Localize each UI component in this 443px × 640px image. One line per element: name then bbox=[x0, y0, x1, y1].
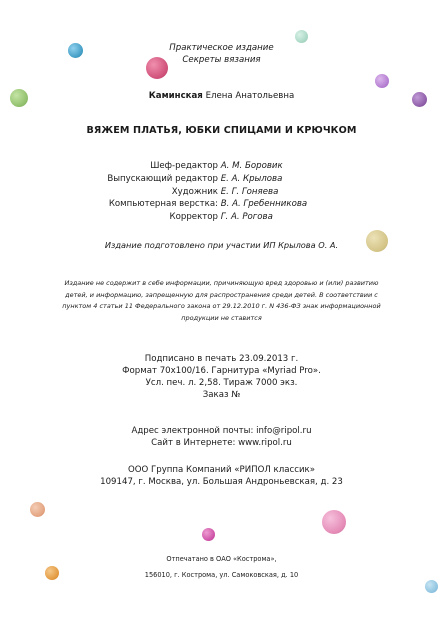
imprint-order: Заказ № bbox=[202, 390, 241, 400]
legal-notice-line: продукции не ставится bbox=[181, 313, 262, 322]
publisher-address: 109147, г. Москва, ул. Большая Андроньевская, д. 23 bbox=[100, 477, 343, 488]
editorial-staff bbox=[0, 160, 443, 224]
printer-address: 156010, г. Кострома, ул. Самоковская, д. 10 bbox=[144, 571, 299, 579]
printer-name: Отпечатано в ОАО «Кострома», bbox=[166, 555, 277, 563]
author-surname: Каминская bbox=[148, 91, 203, 101]
legal-notice bbox=[44, 278, 399, 324]
author-given-name: Елена Анатольевна bbox=[205, 91, 295, 101]
staff-role: Корректор bbox=[169, 212, 218, 223]
staff-role: Художник bbox=[171, 186, 218, 197]
imprint-sheets: Усл. печ. л. 2,58. Тираж 7000 экз. bbox=[145, 378, 298, 388]
staff-row bbox=[0, 173, 443, 186]
series-header bbox=[0, 43, 443, 66]
staff-name: Е. Г. Гоняева bbox=[220, 186, 279, 197]
imprint-format: Формат 70x100/16. Гарнитура «Myriad Pro». bbox=[122, 366, 321, 376]
legal-notice-line: детей, и информацию, запрещенную для распространения среди детей. В соответствии с bbox=[65, 290, 378, 299]
author-line bbox=[0, 91, 443, 101]
staff-name: Г. А. Рогова bbox=[220, 212, 273, 223]
legal-notice-line: Издание не содержит в себе информации, причиняющую вред здоровью и (или) развитию bbox=[64, 279, 379, 287]
staff-row bbox=[0, 186, 443, 199]
staff-role: Компьютерная верстка: bbox=[108, 199, 218, 210]
contact-site: Сайт в Интернете: www.ripol.ru bbox=[151, 438, 292, 449]
imprint-block bbox=[0, 353, 443, 401]
staff-row bbox=[0, 211, 443, 224]
staff-row bbox=[0, 160, 443, 173]
contacts-block bbox=[0, 425, 443, 450]
publisher-block bbox=[0, 464, 443, 489]
yarn-ball-salmon bbox=[30, 502, 45, 517]
staff-role: Шеф-редактор bbox=[150, 161, 218, 171]
staff-name: А. М. Боровик bbox=[220, 161, 283, 171]
book-title: ВЯЖЕМ ПЛАТЬЯ, ЮБКИ СПИЦАМИ И КРЮЧКОМ bbox=[86, 125, 357, 136]
staff-row bbox=[0, 198, 443, 211]
staff-name: В. А. Гребенникова bbox=[220, 199, 308, 210]
prepared-note: Издание подготовлено при участии ИП Крылова О. А. bbox=[104, 240, 339, 250]
imprint-signed: Подписано в печать 23.09.2013 г. bbox=[144, 354, 299, 364]
yarn-ball-rose bbox=[322, 510, 346, 534]
printer-block bbox=[0, 551, 443, 583]
staff-role: Выпускающий редактор bbox=[107, 173, 218, 184]
publisher-name: ООО Группа Компаний «РИПОЛ классик» bbox=[127, 465, 315, 475]
yarn-ball-mint bbox=[295, 30, 308, 43]
staff-name: Е. А. Крылова bbox=[220, 173, 283, 184]
series-line-1: Практическое издание bbox=[169, 43, 274, 53]
legal-notice-line: пунктом 4 статьи 11 Федерального закона от 29.12.2010 г. N 436-ФЗ знак информационной bbox=[62, 302, 381, 310]
yarn-ball-magenta bbox=[202, 528, 215, 541]
series-line-2: Секреты вязания bbox=[182, 54, 261, 65]
yarn-ball-lilac bbox=[375, 74, 389, 88]
contact-email: Адрес электронной почты: info@ripol.ru bbox=[131, 426, 312, 436]
